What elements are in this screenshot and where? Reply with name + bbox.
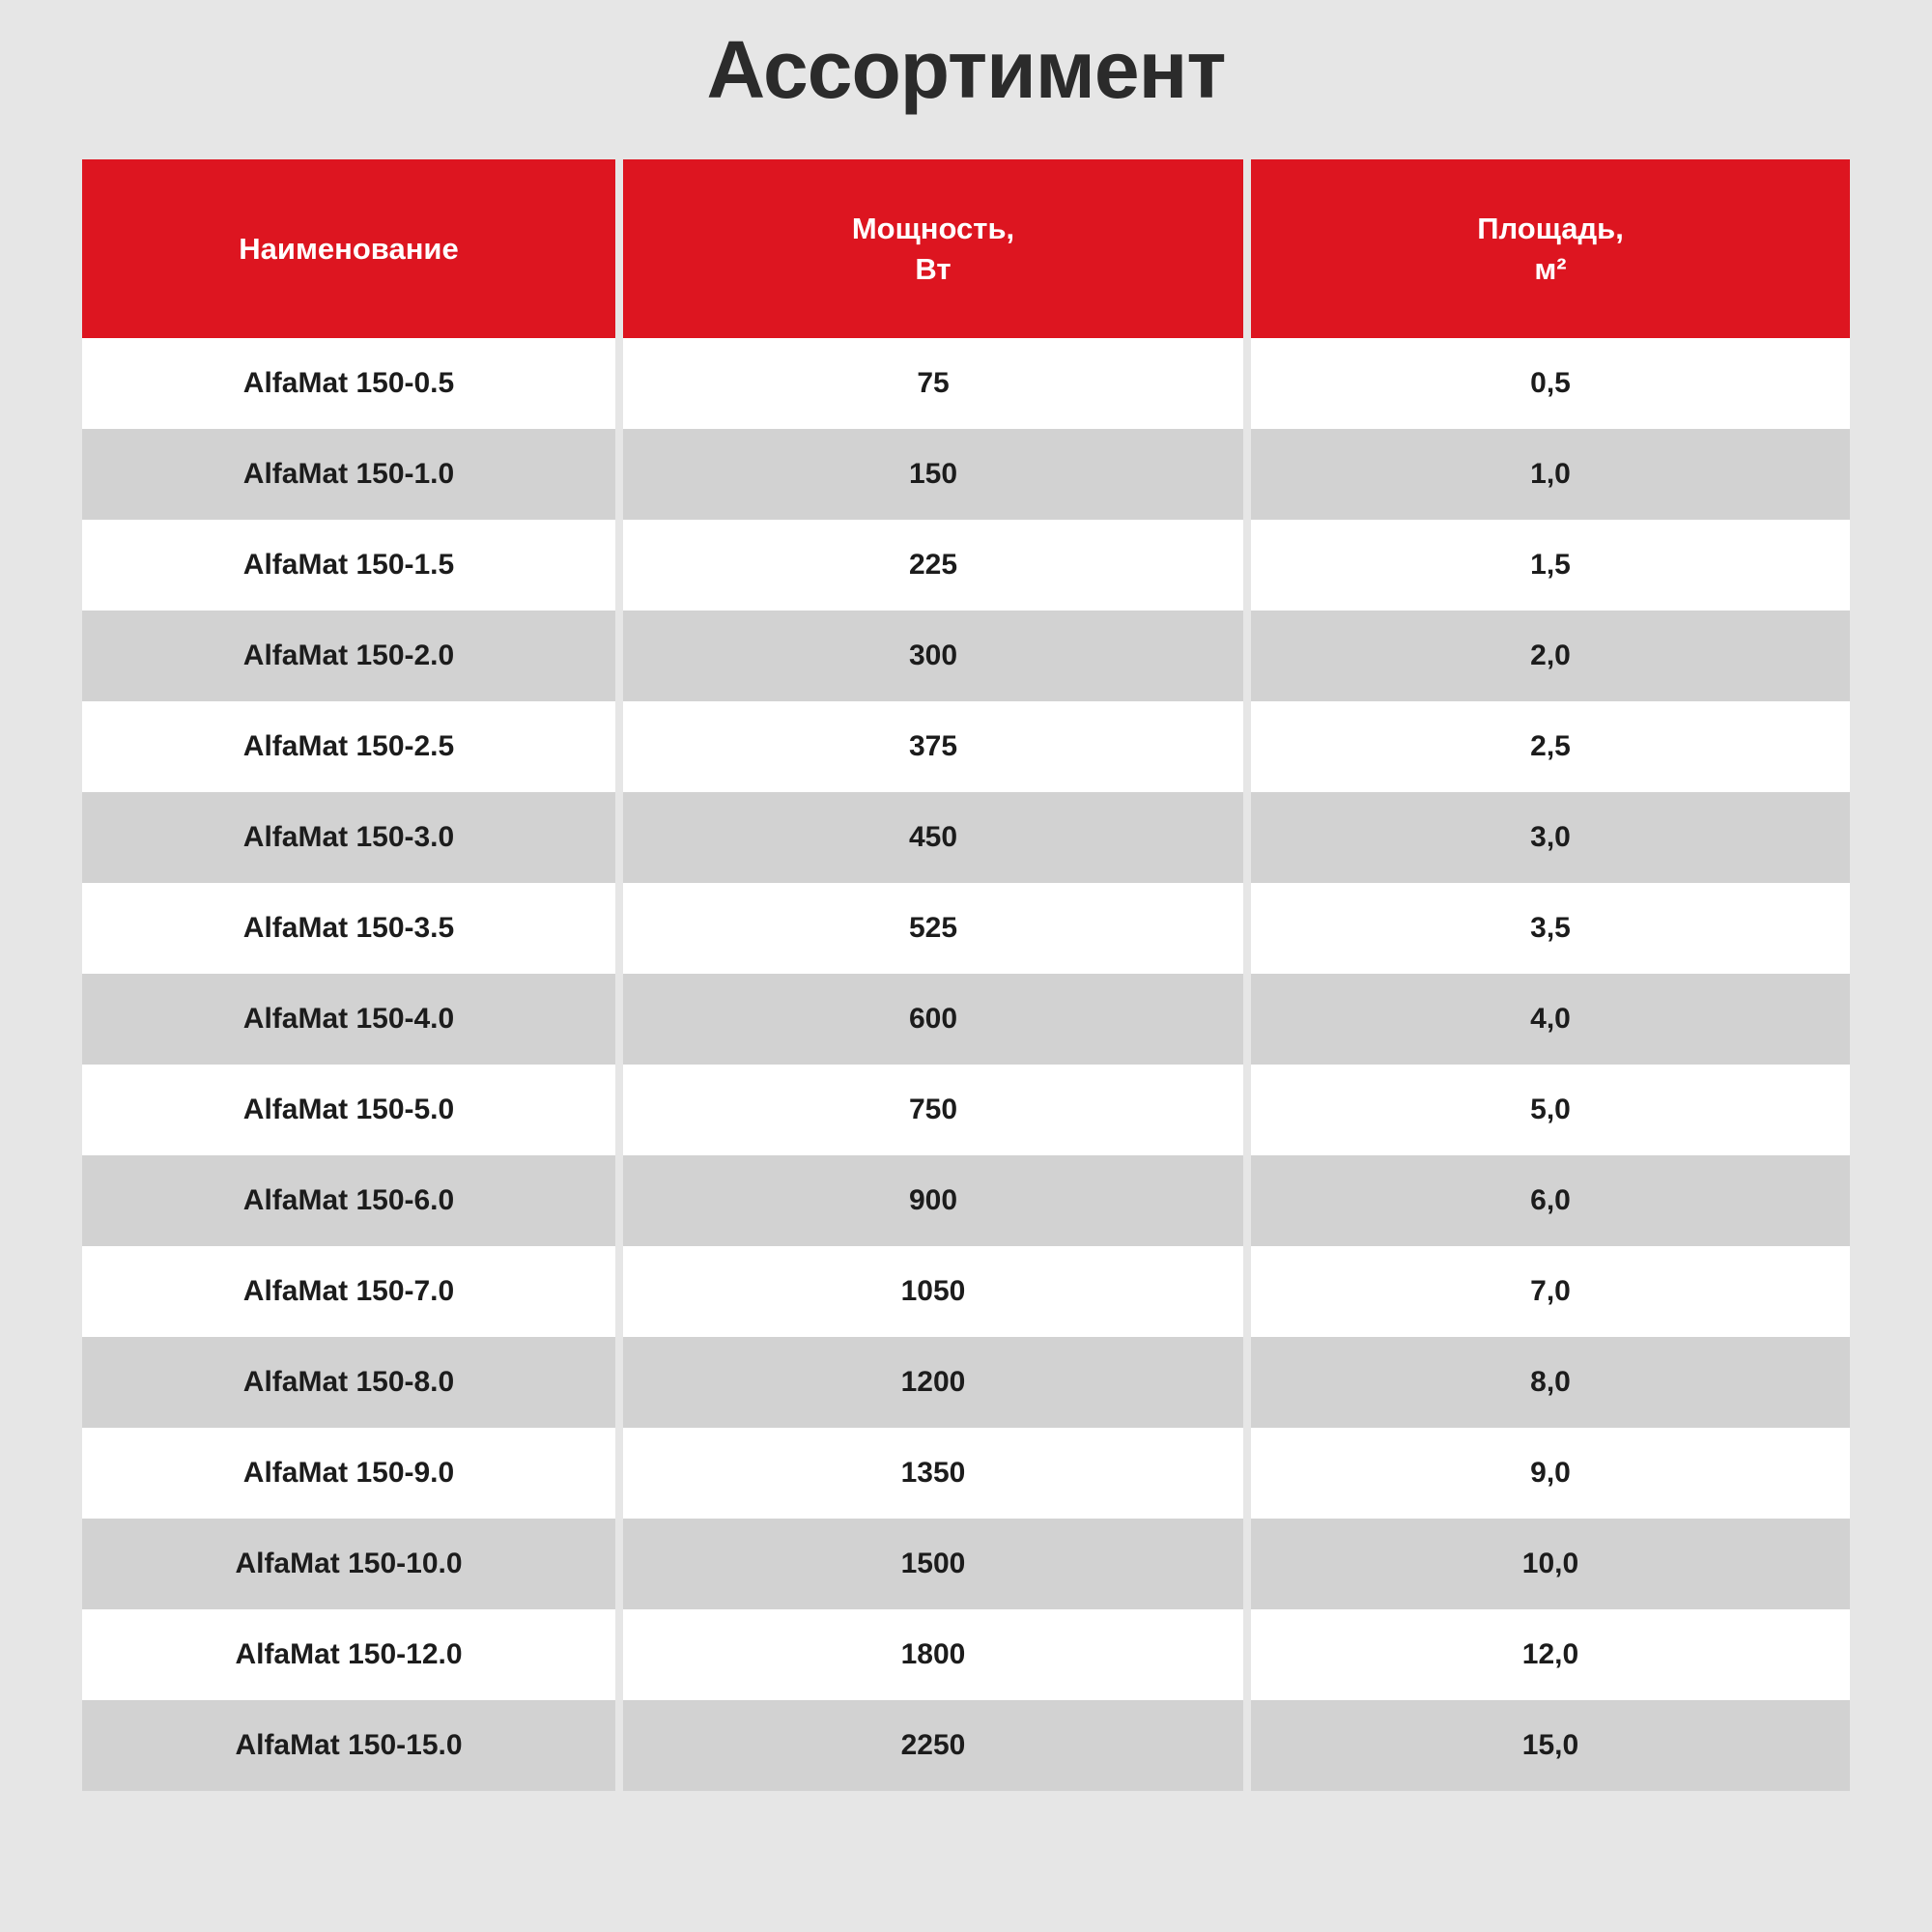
cell-area: 0,5: [1251, 338, 1850, 429]
column-header-name: Наименование: [82, 159, 623, 338]
column-header-area-line2: м²: [1534, 251, 1567, 286]
cell-name: AlfaMat 150-8.0: [82, 1337, 623, 1428]
column-header-area-line1: Площадь,: [1477, 211, 1624, 245]
column-header-area: [1251, 159, 1850, 338]
page-title: Ассортимент: [706, 24, 1226, 115]
cell-area: 7,0: [1251, 1246, 1850, 1337]
table-row: [82, 1428, 1850, 1519]
cell-power: 2250: [623, 1700, 1251, 1791]
assortment-table-container: [82, 159, 1850, 1791]
cell-name: AlfaMat 150-1.5: [82, 520, 623, 611]
table-header: [82, 159, 1850, 338]
assortment-table: [82, 159, 1850, 1791]
cell-power: 1500: [623, 1519, 1251, 1609]
cell-power: 450: [623, 792, 1251, 883]
column-header-power-line1: Мощность,: [851, 211, 1015, 245]
cell-power: 150: [623, 429, 1251, 520]
cell-name: AlfaMat 150-2.0: [82, 611, 623, 701]
header-row: [82, 159, 1850, 338]
cell-name: AlfaMat 150-9.0: [82, 1428, 623, 1519]
cell-area: 4,0: [1251, 974, 1850, 1065]
table-row: [82, 701, 1850, 792]
cell-name: AlfaMat 150-15.0: [82, 1700, 623, 1791]
cell-power: 375: [623, 701, 1251, 792]
cell-area: 2,0: [1251, 611, 1850, 701]
cell-name: AlfaMat 150-3.5: [82, 883, 623, 974]
cell-area: 9,0: [1251, 1428, 1850, 1519]
table-row: [82, 1337, 1850, 1428]
cell-area: 12,0: [1251, 1609, 1850, 1700]
cell-power: 1200: [623, 1337, 1251, 1428]
cell-area: 1,5: [1251, 520, 1850, 611]
table-body: [82, 338, 1850, 1791]
cell-power: 525: [623, 883, 1251, 974]
cell-name: AlfaMat 150-12.0: [82, 1609, 623, 1700]
table-row: [82, 1609, 1850, 1700]
cell-name: AlfaMat 150-5.0: [82, 1065, 623, 1155]
table-row: [82, 883, 1850, 974]
cell-power: 1350: [623, 1428, 1251, 1519]
table-row: [82, 429, 1850, 520]
cell-area: 3,5: [1251, 883, 1850, 974]
cell-power: 600: [623, 974, 1251, 1065]
table-row: [82, 1155, 1850, 1246]
table-row: [82, 1519, 1850, 1609]
table-row: [82, 1065, 1850, 1155]
cell-power: 225: [623, 520, 1251, 611]
cell-area: 10,0: [1251, 1519, 1850, 1609]
cell-power: 300: [623, 611, 1251, 701]
cell-power: 1050: [623, 1246, 1251, 1337]
cell-name: AlfaMat 150-0.5: [82, 338, 623, 429]
cell-name: AlfaMat 150-2.5: [82, 701, 623, 792]
column-header-power: [623, 159, 1251, 338]
cell-area: 6,0: [1251, 1155, 1850, 1246]
table-row: [82, 611, 1850, 701]
cell-name: AlfaMat 150-1.0: [82, 429, 623, 520]
cell-name: AlfaMat 150-6.0: [82, 1155, 623, 1246]
cell-area: 15,0: [1251, 1700, 1850, 1791]
cell-area: 8,0: [1251, 1337, 1850, 1428]
cell-area: 3,0: [1251, 792, 1850, 883]
cell-area: 1,0: [1251, 429, 1850, 520]
cell-power: 1800: [623, 1609, 1251, 1700]
cell-area: 5,0: [1251, 1065, 1850, 1155]
table-row: [82, 1700, 1850, 1791]
table-row: [82, 520, 1850, 611]
cell-power: 900: [623, 1155, 1251, 1246]
column-header-power-line2: Вт: [915, 251, 952, 286]
table-row: [82, 1246, 1850, 1337]
table-row: [82, 338, 1850, 429]
cell-name: AlfaMat 150-4.0: [82, 974, 623, 1065]
cell-name: AlfaMat 150-10.0: [82, 1519, 623, 1609]
cell-power: 75: [623, 338, 1251, 429]
table-row: [82, 974, 1850, 1065]
cell-power: 750: [623, 1065, 1251, 1155]
table-row: [82, 792, 1850, 883]
cell-name: AlfaMat 150-3.0: [82, 792, 623, 883]
cell-name: AlfaMat 150-7.0: [82, 1246, 623, 1337]
cell-area: 2,5: [1251, 701, 1850, 792]
